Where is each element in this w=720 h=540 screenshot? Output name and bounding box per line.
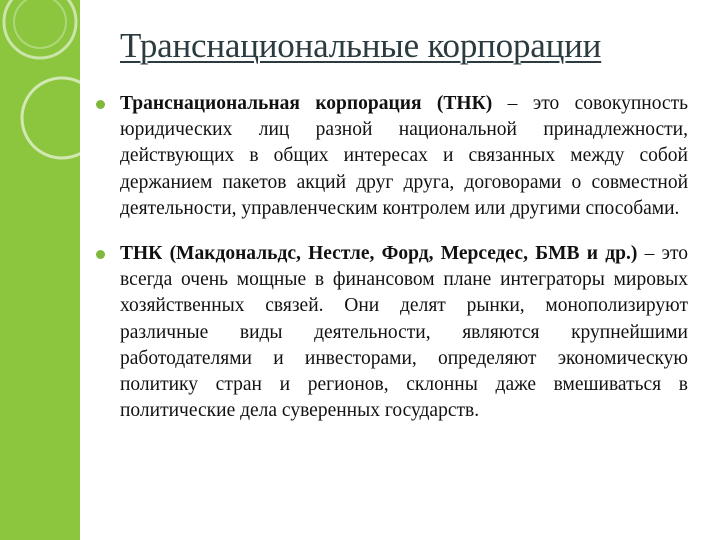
bullet-1-term: Транснациональная корпорация (ТНК) bbox=[120, 93, 493, 114]
slide-title: Транснациональные корпорации bbox=[120, 26, 602, 65]
bullet-list bbox=[92, 91, 688, 424]
bullet-2-term: ТНК (Макдональдс, Нестле, Форд, Мерседес, БМВ и др.) bbox=[120, 243, 638, 265]
bullet-item-2 bbox=[92, 241, 688, 424]
bullet-item-1 bbox=[92, 91, 688, 222]
bullet-dot-icon bbox=[96, 100, 105, 109]
bullet-dot-icon bbox=[96, 250, 105, 259]
decorative-circle-bottom bbox=[22, 78, 102, 158]
decorative-circle-inner bbox=[14, 0, 66, 48]
bullet-1-text: – это совокупность юридических лиц разной национальной принадлежности, действующих в общих интересах и связанных между собой держанием пакетов акций друг друга, договорами о совместной деятельности, управленческим контролем или другими способами. bbox=[120, 93, 688, 219]
bullet-2-text: – это всегда очень мощные в финансовом плане интеграторы мировых хозяйственных связей. Они делят рынки, монополизируют различные виды деятельности, являются крупнейшими работодателями и инвесторами, определяют экономическую политику стран и регионов, склонны даже вмешиваться в политические дела суверенных государств. bbox=[120, 243, 689, 422]
